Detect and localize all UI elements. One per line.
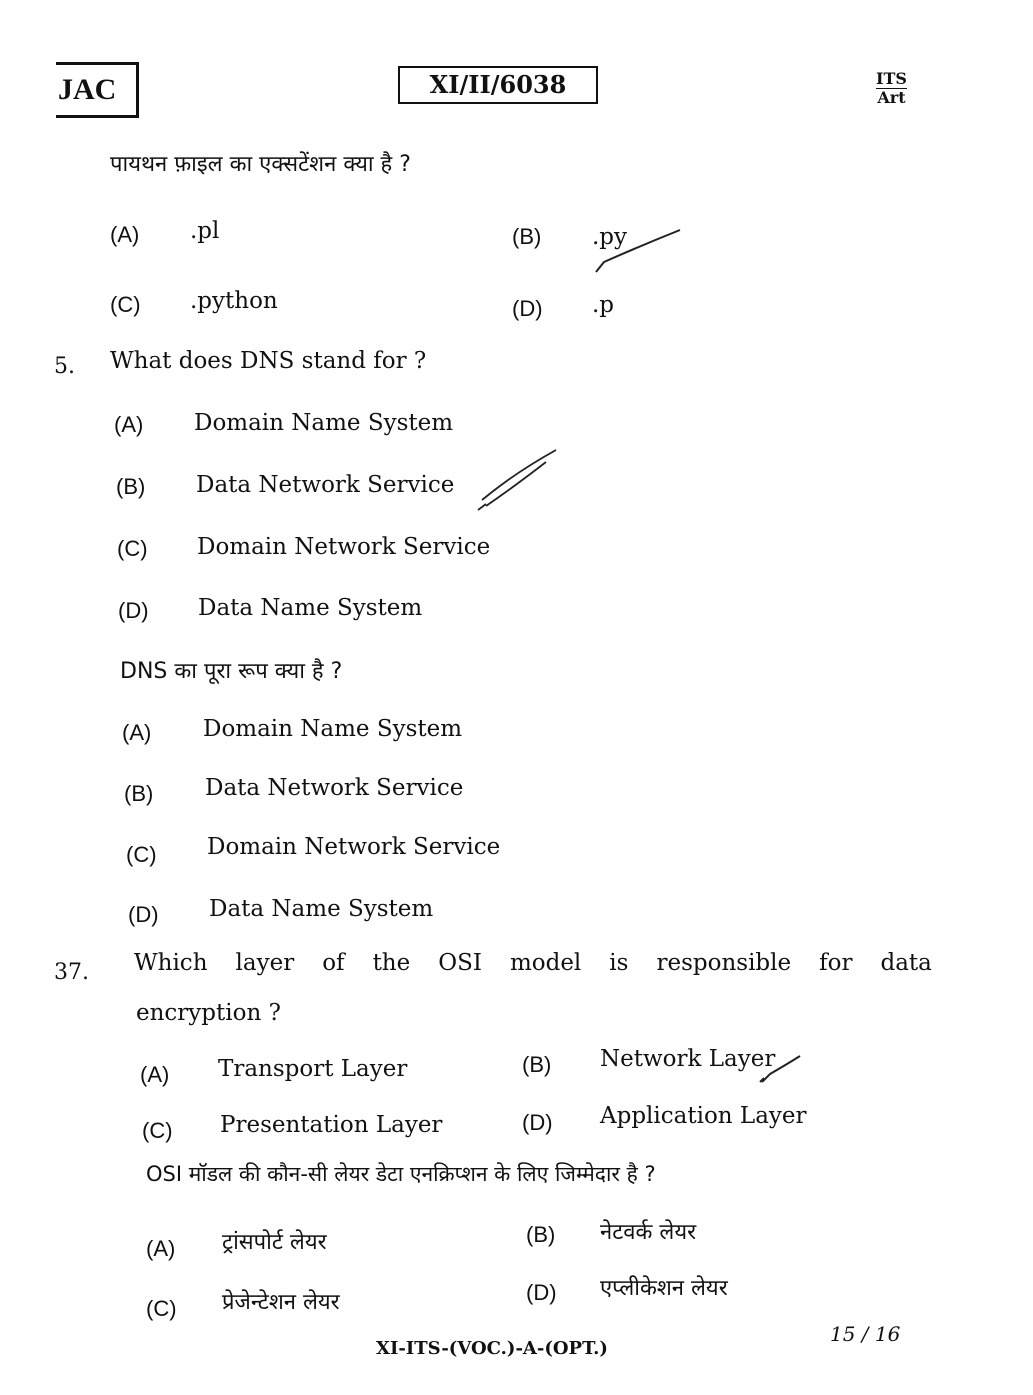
- q37-text-en-line2: encryption ?: [136, 1000, 281, 1026]
- q5-hi-option-d-label: (D): [128, 902, 159, 927]
- q37-number: 37.: [54, 960, 89, 985]
- q37-en-option-c-text: Presentation Layer: [220, 1112, 443, 1138]
- q37-hi-option-c-label: (C): [146, 1296, 177, 1321]
- q5-en-option-a-text: Domain Name System: [194, 410, 454, 436]
- tick-mark-q5: [478, 450, 556, 510]
- q5-en-option-a-label: (A): [114, 412, 144, 437]
- q5-hi-option-c-text: Domain Network Service: [207, 834, 501, 860]
- q37-word: responsible: [656, 950, 792, 976]
- q37-word: Which: [134, 950, 208, 976]
- q5-en-option-b-text: Data Network Service: [196, 472, 455, 498]
- jac-logo: JAC: [56, 62, 139, 118]
- q5-number: 5.: [54, 354, 75, 379]
- paper-code: XI/II/6038: [398, 66, 598, 104]
- stream-top: ITS: [876, 69, 907, 88]
- q4-option-c-text: .python: [190, 288, 278, 314]
- q37-word: for: [819, 950, 853, 976]
- q5-hi-option-a-text: Domain Name System: [203, 716, 463, 742]
- q37-en-option-d-text: Application Layer: [600, 1103, 807, 1129]
- q37-hi-option-c-text: प्रेजेन्टेशन लेयर: [222, 1290, 340, 1315]
- tick-mark-q37: [760, 1056, 800, 1082]
- q5-en-option-b-label: (B): [116, 474, 146, 499]
- q37-en-option-c-label: (C): [142, 1118, 173, 1143]
- q37-en-option-b-label: (B): [522, 1052, 552, 1077]
- q5-hi-option-c-label: (C): [126, 842, 157, 867]
- q37-hi-option-d-text: एप्लीकेशन लेयर: [600, 1276, 728, 1301]
- q4-option-b-text: .py: [592, 224, 628, 250]
- q37-text-hi: OSI मॉडल की कौन-सी लेयर डेटा एनक्रिप्शन के लिए जिम्मेदार है ?: [146, 1162, 656, 1186]
- q37-hi-option-b-text: नेटवर्क लेयर: [600, 1220, 697, 1245]
- q5-en-option-d-text: Data Name System: [198, 595, 423, 621]
- q5-hi-option-a-label: (A): [122, 720, 152, 745]
- q4-option-b-label: (B): [512, 224, 542, 249]
- q37-word: model: [509, 950, 582, 976]
- q5-en-option-d-label: (D): [118, 598, 149, 623]
- stream-bottom: Art: [877, 88, 906, 107]
- q37-en-option-a-label: (A): [140, 1062, 170, 1087]
- q37-word: OSI: [438, 950, 482, 976]
- q37-hi-option-a-label: (A): [146, 1236, 176, 1261]
- q5-en-option-c-text: Domain Network Service: [197, 534, 491, 560]
- q37-hi-option-d-label: (D): [526, 1280, 557, 1305]
- q4-option-a-text: .pl: [190, 218, 220, 244]
- q5-en-option-c-label: (C): [117, 536, 148, 561]
- q4-option-d-label: (D): [512, 296, 543, 321]
- q37-word: data: [880, 950, 932, 976]
- tick-mark-q4: [596, 230, 680, 272]
- q4-text-hi: पायथन फ़ाइल का एक्सटेंशन क्या है ?: [110, 152, 411, 177]
- footer-code: XI-ITS-(VOC.)-A-(OPT.): [376, 1338, 608, 1359]
- q37-hi-option-a-text: ट्रांसपोर्ट लेयर: [222, 1230, 327, 1255]
- q4-option-a-label: (A): [110, 222, 140, 247]
- q37-word: of: [322, 950, 345, 976]
- q37-en-option-b-text: Network Layer: [600, 1046, 776, 1072]
- q37-word: the: [372, 950, 411, 976]
- q37-word: layer: [235, 950, 295, 976]
- q37-word: is: [609, 950, 629, 976]
- q37-hi-option-b-label: (B): [526, 1222, 556, 1247]
- q5-hi-option-d-text: Data Name System: [209, 896, 434, 922]
- q5-hi-option-b-label: (B): [124, 781, 154, 806]
- q5-text-hi: DNS का पूरा रूप क्या है ?: [120, 659, 343, 684]
- q4-option-c-label: (C): [110, 292, 141, 317]
- q37-en-option-d-label: (D): [522, 1110, 553, 1135]
- q4-option-d-text: .p: [592, 292, 615, 318]
- q5-text-en: What does DNS stand for ?: [110, 348, 427, 374]
- q37-en-option-a-text: Transport Layer: [218, 1056, 408, 1082]
- page-number: 15 / 16: [830, 1322, 901, 1346]
- q5-hi-option-b-text: Data Network Service: [205, 775, 464, 801]
